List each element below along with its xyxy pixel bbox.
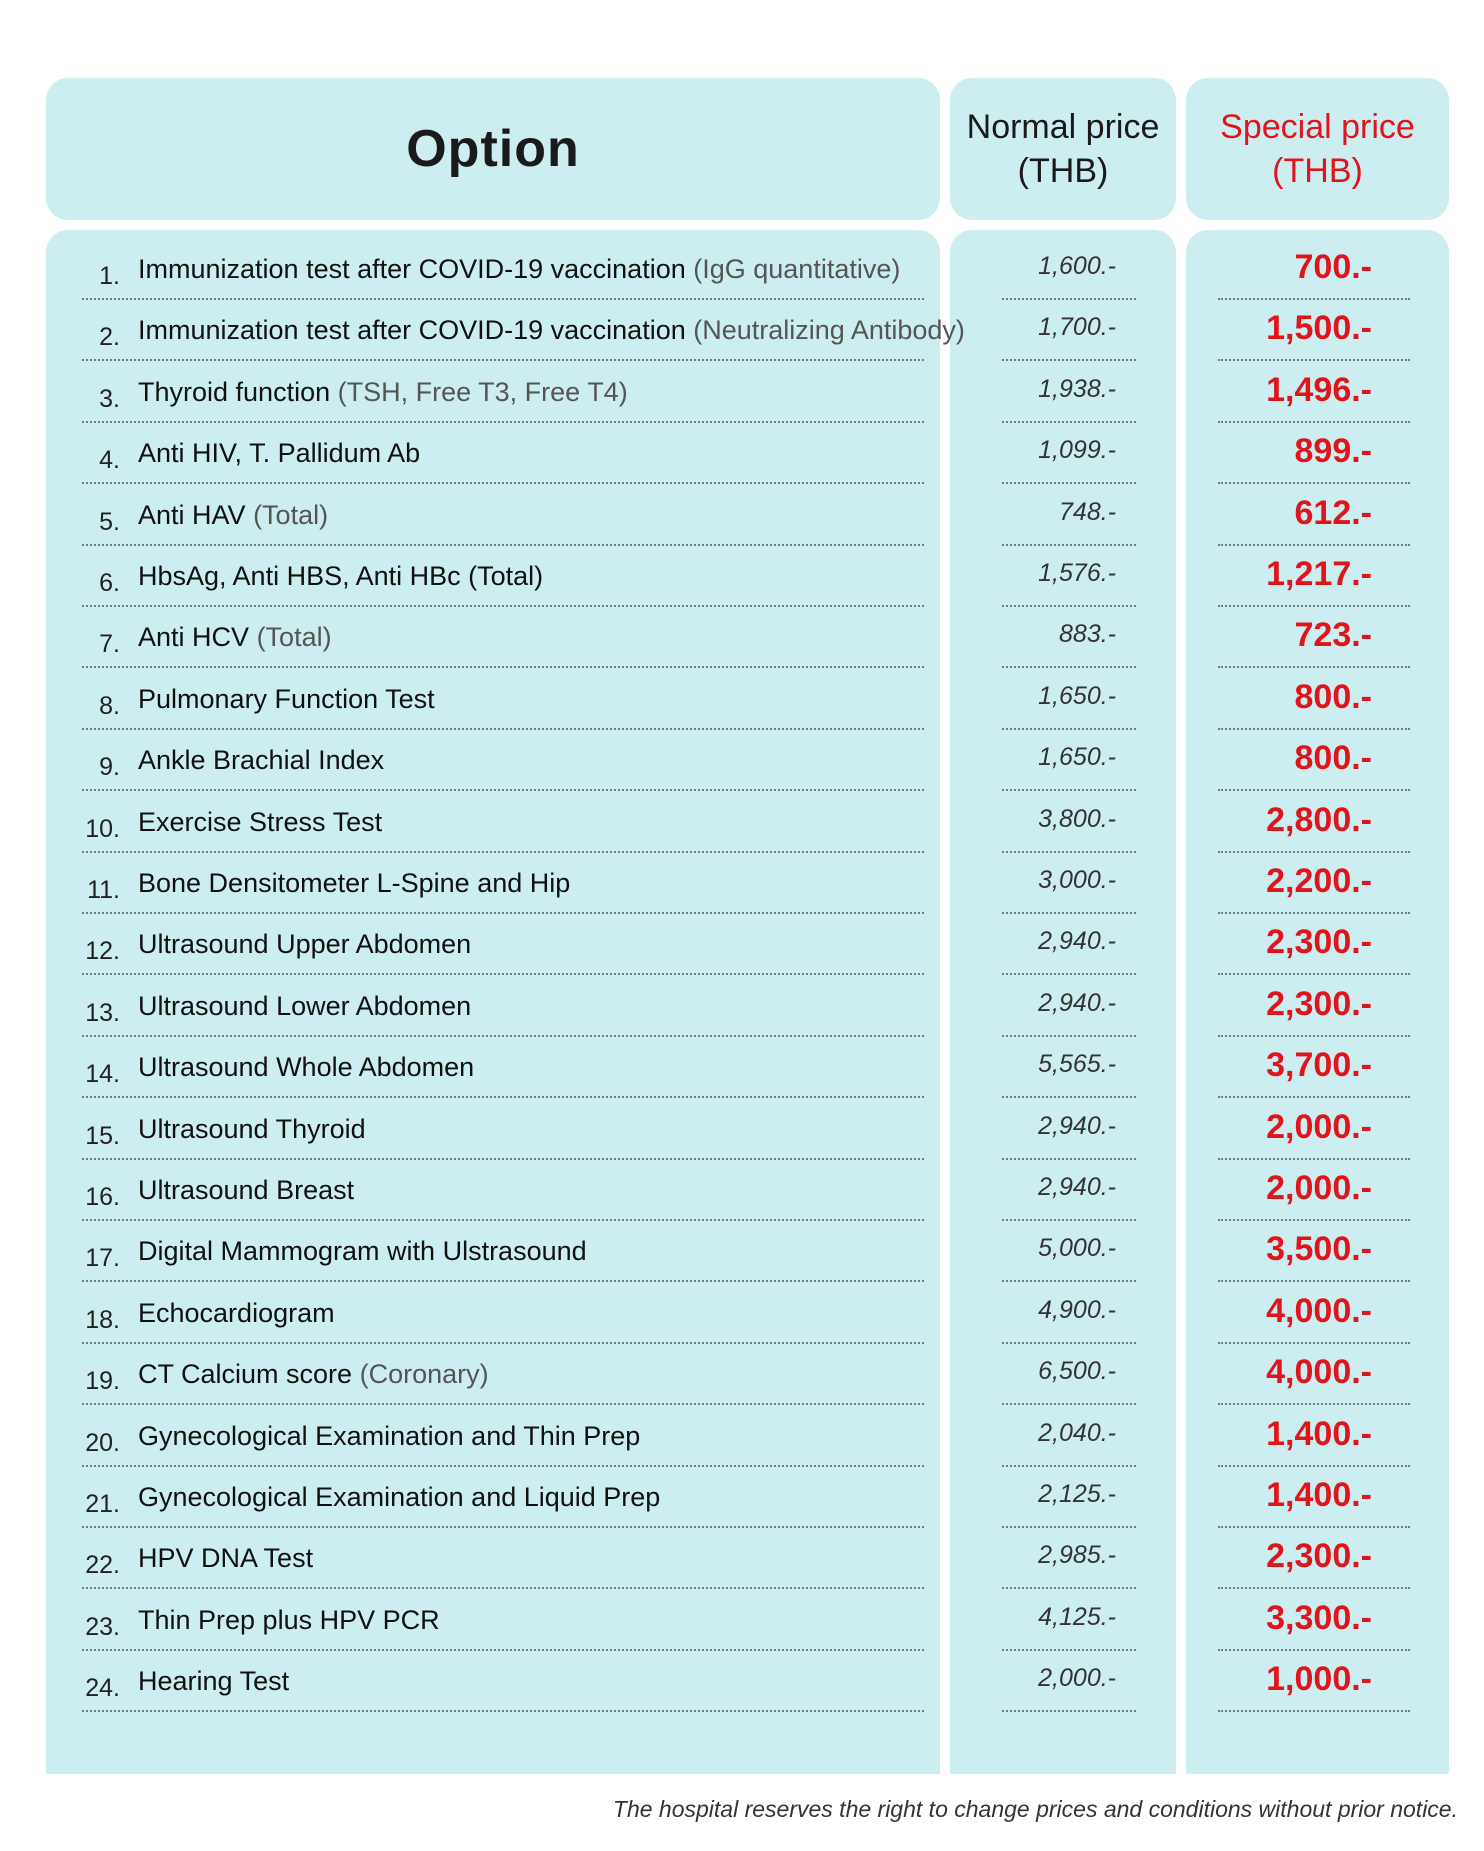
dotted-divider: [1002, 1403, 1136, 1405]
row-number: 8.: [99, 691, 120, 720]
dotted-divider: [1002, 912, 1136, 914]
dotted-divider: [1002, 1710, 1136, 1712]
special-price: 4,000.-: [1266, 1291, 1372, 1330]
test-name-text: Anti HCV: [138, 622, 250, 653]
table-row: [0, 1591, 1484, 1652]
dotted-divider: [1002, 544, 1136, 546]
table-row: [0, 731, 1484, 792]
dotted-divider: [82, 1587, 924, 1589]
table-row: [0, 363, 1484, 424]
test-name: [138, 929, 471, 960]
special-price: 2,200.-: [1266, 862, 1372, 900]
row-number: 17.: [85, 1244, 120, 1273]
normal-price-header-label: Normal price: [966, 108, 1160, 146]
row-number: 11.: [87, 876, 120, 904]
normal-price: 1,700.-: [1038, 313, 1116, 342]
test-name-note: (Coronary): [359, 1359, 489, 1390]
dotted-divider: [1218, 1526, 1410, 1528]
dotted-divider: [82, 851, 924, 853]
test-name-note: (Neutralizing Antibody): [693, 315, 965, 346]
test-name-text: CT Calcium score: [138, 1359, 353, 1390]
test-name: [138, 991, 471, 1022]
row-number: 12.: [85, 937, 120, 966]
test-name: [138, 1052, 474, 1083]
special-price: 1,500.-: [1266, 309, 1372, 348]
dotted-divider: [1002, 1035, 1136, 1037]
dotted-divider: [1218, 1710, 1410, 1712]
dotted-divider: [82, 789, 924, 791]
dotted-divider: [1002, 1219, 1136, 1221]
table-row: [0, 977, 1484, 1038]
special-price-header-label: Special price: [1220, 108, 1415, 146]
test-name-text: Anti HAV: [138, 499, 246, 530]
test-name-text: Ultrasound Breast: [138, 1175, 355, 1205]
dotted-divider: [1002, 359, 1136, 361]
dotted-divider: [1002, 1280, 1136, 1282]
row-number: 24.: [85, 1674, 120, 1703]
table-row: [0, 1161, 1484, 1222]
test-name: [138, 1114, 366, 1145]
dotted-divider: [82, 1219, 924, 1221]
normal-price: 6,500.-: [1038, 1357, 1116, 1386]
test-name: [138, 315, 965, 346]
test-name: [138, 377, 628, 408]
dotted-divider: [1218, 482, 1410, 484]
test-name: [138, 254, 900, 285]
normal-price: 5,565.-: [1038, 1050, 1116, 1079]
test-name-text: Immunization test after COVID-19 vaccination: [138, 254, 686, 284]
row-number: 1.: [99, 262, 120, 290]
normal-price: 2,000.-: [1038, 1664, 1116, 1693]
test-name: [138, 1543, 313, 1574]
dotted-divider: [1002, 789, 1136, 791]
test-name-text: Gynecological Examination and Liquid Prep: [138, 1482, 661, 1512]
table-row: [0, 547, 1484, 608]
normal-price-header-unit: (THB): [1017, 152, 1109, 190]
test-name-text: Ultrasound Thyroid: [138, 1113, 366, 1144]
special-price: 2,300.-: [1266, 1537, 1372, 1576]
test-name: [138, 622, 332, 653]
dotted-divider: [1218, 1035, 1410, 1037]
table-row: [0, 486, 1484, 547]
test-name: [138, 438, 420, 469]
row-number: 2.: [99, 323, 120, 352]
dotted-divider: [82, 359, 924, 361]
special-price: 1,000.-: [1266, 1660, 1372, 1699]
test-name-text: Bone Densitometer L-Spine and Hip: [138, 868, 571, 898]
test-name-text: HbsAg, Anti HBS, Anti HBc (Total): [138, 561, 544, 591]
normal-price: 2,985.-: [1038, 1541, 1116, 1570]
test-name-text: HPV DNA Test: [138, 1543, 314, 1574]
normal-price: 3,800.-: [1038, 804, 1116, 833]
special-price-column-header: [1186, 78, 1449, 220]
table-row: [0, 1652, 1484, 1713]
normal-price: 1,650.-: [1038, 743, 1116, 772]
test-name-note: (TSH, Free T3, Free T4): [337, 376, 628, 407]
special-price: 2,300.-: [1266, 923, 1372, 962]
row-number: 14.: [85, 1060, 120, 1089]
dotted-divider: [82, 544, 924, 546]
table-row: [0, 1468, 1484, 1529]
test-name-text: Ultrasound Lower Abdomen: [138, 990, 472, 1021]
special-price: 2,000.-: [1266, 1169, 1372, 1207]
normal-price: 2,940.-: [1038, 1173, 1116, 1201]
special-price: 2,300.-: [1266, 984, 1372, 1023]
dotted-divider: [82, 1710, 924, 1712]
dotted-divider: [1218, 728, 1410, 730]
special-price-header-unit: (THB): [1272, 152, 1363, 190]
normal-price: 5,000.-: [1038, 1234, 1116, 1263]
table-row: [0, 608, 1484, 669]
test-name: [138, 500, 328, 531]
test-name-text: Hearing Test: [138, 1666, 290, 1697]
normal-price: 2,040.-: [1038, 1418, 1116, 1447]
dotted-divider: [1002, 1649, 1136, 1651]
test-name-text: Digital Mammogram with Ulstrasound: [138, 1236, 587, 1267]
test-name-note: (IgG quantitative): [693, 254, 901, 284]
dotted-divider: [1218, 1587, 1410, 1589]
row-number: 3.: [99, 384, 120, 413]
dotted-divider: [82, 1035, 924, 1037]
special-price: 700.-: [1294, 248, 1372, 286]
dotted-divider: [1218, 1465, 1410, 1467]
row-number: 22.: [85, 1551, 120, 1580]
dotted-divider: [82, 1096, 924, 1098]
test-name: [138, 868, 570, 899]
normal-price: 4,125.-: [1038, 1602, 1116, 1631]
dotted-divider: [1218, 789, 1410, 791]
test-name-text: Gynecological Examination and Thin Prep: [138, 1420, 641, 1451]
special-price: 1,400.-: [1266, 1476, 1372, 1514]
special-price: 2,000.-: [1266, 1107, 1372, 1146]
test-name: [138, 807, 382, 838]
test-name-text: Immunization test after COVID-19 vaccination: [138, 315, 686, 346]
test-name-text: Echocardiogram: [138, 1297, 335, 1328]
dotted-divider: [1218, 421, 1410, 423]
dotted-divider: [1002, 421, 1136, 423]
dotted-divider: [82, 1342, 924, 1344]
dotted-divider: [82, 482, 924, 484]
option-column-header: [46, 78, 940, 220]
dotted-divider: [82, 1649, 924, 1651]
dotted-divider: [82, 298, 924, 300]
normal-price: 748.-: [1059, 497, 1116, 526]
normal-price: 2,940.-: [1038, 927, 1116, 956]
dotted-divider: [1002, 298, 1136, 300]
normal-price: 1,600.-: [1038, 252, 1116, 280]
table-row: [0, 1345, 1484, 1406]
normal-price: 1,650.-: [1038, 681, 1116, 710]
test-name: [138, 684, 435, 715]
test-name-text: Ankle Brachial Index: [138, 745, 385, 776]
test-name-text: Ultrasound Upper Abdomen: [138, 929, 472, 960]
dotted-divider: [1218, 1158, 1410, 1160]
dotted-divider: [82, 421, 924, 423]
row-number: 23.: [85, 1612, 120, 1641]
dotted-divider: [1218, 851, 1410, 853]
dotted-divider: [1218, 359, 1410, 361]
test-name: [138, 1236, 587, 1267]
dotted-divider: [1218, 1649, 1410, 1651]
normal-price: 2,940.-: [1038, 1111, 1116, 1140]
row-number: 13.: [85, 998, 120, 1027]
row-number: 19.: [85, 1367, 120, 1396]
table-row: [0, 854, 1484, 915]
normal-price: 1,099.-: [1038, 436, 1116, 465]
special-price: 2,800.-: [1266, 800, 1372, 839]
table-row: [0, 1222, 1484, 1283]
table-row: [0, 1284, 1484, 1345]
test-name: [138, 1175, 354, 1206]
row-number: 4.: [99, 446, 120, 475]
test-name: [138, 1359, 489, 1390]
dotted-divider: [1002, 1465, 1136, 1467]
normal-price: 2,940.-: [1038, 988, 1116, 1017]
test-name-text: Thyroid function: [138, 376, 331, 407]
special-price: 3,700.-: [1266, 1046, 1372, 1085]
dotted-divider: [1002, 851, 1136, 853]
table-row: [0, 1529, 1484, 1590]
table-row: [0, 1407, 1484, 1468]
dotted-divider: [82, 1465, 924, 1467]
dotted-divider: [1218, 1342, 1410, 1344]
table-row: [0, 1100, 1484, 1161]
test-name-text: Exercise Stress Test: [138, 806, 383, 837]
test-name-text: Pulmonary Function Test: [138, 683, 435, 714]
table-row: [0, 424, 1484, 485]
table-row: [0, 670, 1484, 731]
dotted-divider: [1002, 1342, 1136, 1344]
dotted-divider: [82, 1280, 924, 1282]
normal-price: 883.-: [1059, 620, 1116, 649]
row-number: 5.: [99, 507, 120, 536]
footnote: The hospital reserves the right to change prices and conditions without prior notice.: [612, 1796, 1458, 1822]
row-number: 10.: [85, 814, 120, 843]
special-price: 3,500.-: [1266, 1230, 1372, 1269]
test-name: [138, 1482, 660, 1513]
test-name-note: (Total): [256, 622, 332, 653]
row-number: 6.: [99, 569, 120, 597]
dotted-divider: [1218, 1280, 1410, 1282]
test-name: [138, 561, 543, 592]
normal-price: 1,576.-: [1038, 559, 1116, 587]
dotted-divider: [1002, 728, 1136, 730]
normal-price: 1,938.-: [1038, 374, 1116, 403]
dotted-divider: [82, 912, 924, 914]
option-header-label: Option: [406, 120, 580, 178]
row-number: 20.: [85, 1428, 120, 1457]
dotted-divider: [1218, 544, 1410, 546]
dotted-divider: [82, 728, 924, 730]
dotted-divider: [1218, 605, 1410, 607]
table-row: [0, 301, 1484, 362]
special-price: 899.-: [1294, 432, 1372, 471]
special-price: 800.-: [1294, 739, 1372, 778]
test-name: [138, 1605, 440, 1636]
dotted-divider: [1002, 482, 1136, 484]
test-name: [138, 1421, 640, 1452]
dotted-divider: [1218, 298, 1410, 300]
dotted-divider: [1218, 1096, 1410, 1098]
test-name-text: Thin Prep plus HPV PCR: [138, 1604, 440, 1635]
special-price: 800.-: [1294, 677, 1372, 716]
dotted-divider: [1218, 1403, 1410, 1405]
table-row: [0, 1038, 1484, 1099]
dotted-divider: [1002, 1526, 1136, 1528]
dotted-divider: [82, 666, 924, 668]
test-name-text: Ultrasound Whole Abdomen: [138, 1052, 475, 1083]
test-name-text: Anti HIV, T. Pallidum Ab: [138, 438, 421, 469]
table-row: [0, 915, 1484, 976]
dotted-divider: [82, 1158, 924, 1160]
test-name-note: (Total): [253, 499, 329, 530]
row-number: 9.: [99, 753, 120, 782]
dotted-divider: [1002, 1158, 1136, 1160]
row-number: 16.: [85, 1183, 120, 1211]
dotted-divider: [1218, 912, 1410, 914]
normal-price: 2,125.-: [1038, 1480, 1116, 1508]
normal-price: 4,900.-: [1038, 1295, 1116, 1324]
special-price: 1,400.-: [1266, 1414, 1372, 1453]
dotted-divider: [1002, 973, 1136, 975]
special-price: 1,217.-: [1266, 555, 1372, 593]
table-row: [0, 240, 1484, 301]
normal-price: 3,000.-: [1038, 866, 1116, 894]
dotted-divider: [1002, 1587, 1136, 1589]
test-name: [138, 1298, 335, 1329]
test-name: [138, 745, 384, 776]
special-price: 3,300.-: [1266, 1598, 1372, 1637]
dotted-divider: [1002, 1096, 1136, 1098]
special-price: 1,496.-: [1266, 370, 1372, 409]
special-price: 4,000.-: [1266, 1353, 1372, 1392]
test-name: [138, 1666, 289, 1697]
dotted-divider: [1002, 605, 1136, 607]
dotted-divider: [82, 1403, 924, 1405]
normal-price-column-header: [950, 78, 1176, 220]
dotted-divider: [82, 973, 924, 975]
row-number: 15.: [85, 1121, 120, 1150]
special-price: 723.-: [1294, 616, 1372, 655]
dotted-divider: [1218, 973, 1410, 975]
dotted-divider: [82, 1526, 924, 1528]
row-number: 18.: [85, 1305, 120, 1334]
table-row: [0, 793, 1484, 854]
special-price: 612.-: [1294, 493, 1372, 532]
row-number: 21.: [85, 1490, 120, 1518]
dotted-divider: [1002, 666, 1136, 668]
dotted-divider: [1218, 666, 1410, 668]
dotted-divider: [1218, 1219, 1410, 1221]
dotted-divider: [82, 605, 924, 607]
row-number: 7.: [99, 630, 120, 659]
